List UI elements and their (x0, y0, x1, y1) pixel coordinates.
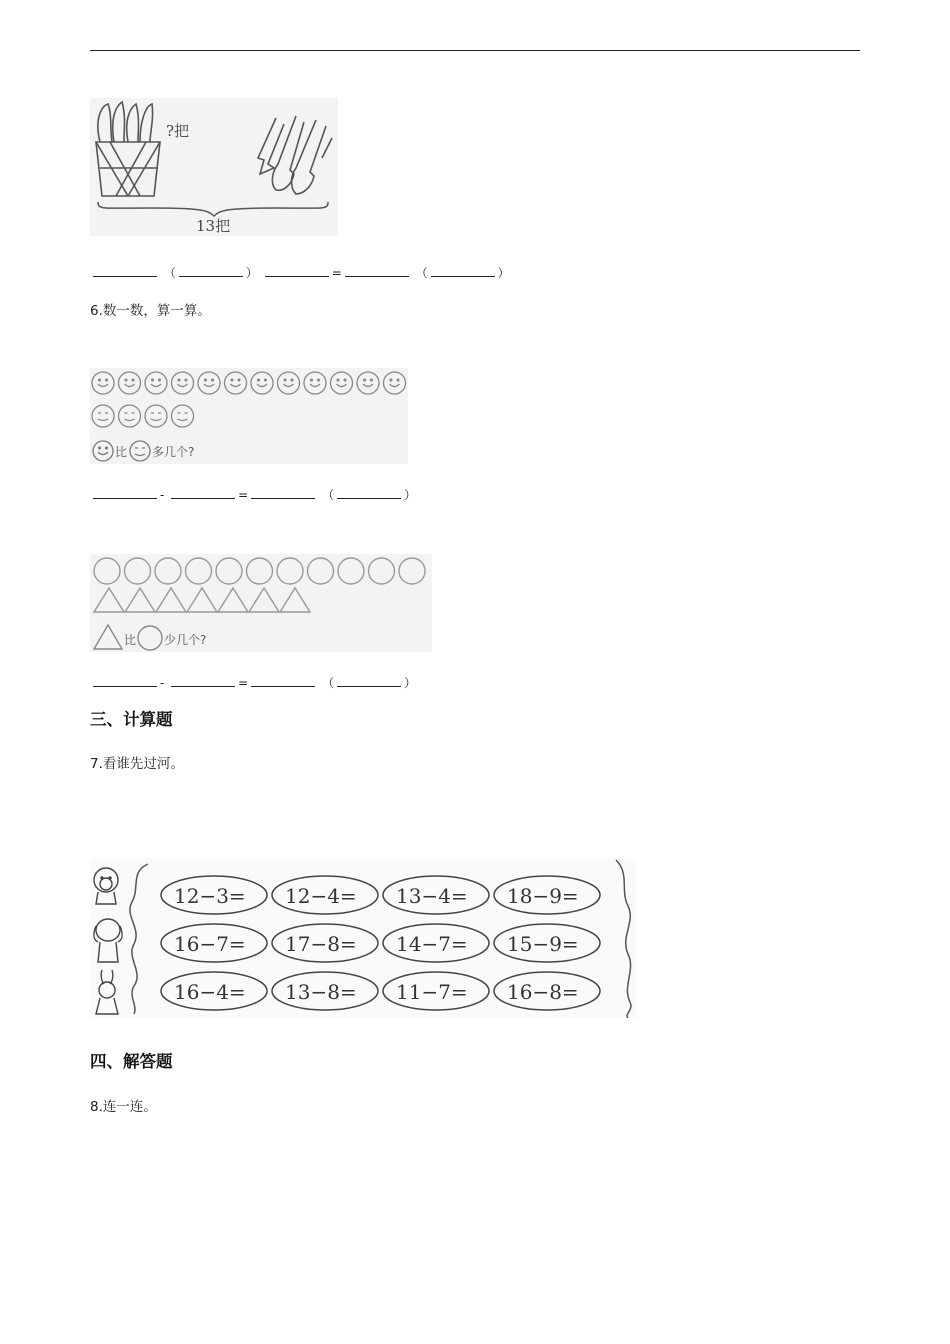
circle-icon (216, 558, 242, 584)
paren-close: ） (497, 266, 510, 280)
section-4-title: 四、解答题 (90, 1052, 173, 1071)
happy-face-icon (92, 372, 114, 394)
neutral-face-icon (145, 405, 167, 427)
happy-face-icon (172, 372, 194, 394)
happy-face-row (92, 372, 406, 394)
neutral-face-icon (130, 441, 150, 461)
happy-face-icon (384, 372, 406, 394)
circle-icon (247, 558, 273, 584)
circle-icon (94, 558, 120, 584)
answer-blank[interactable] (171, 488, 235, 499)
question-6: 6.数一数，算一算。 (90, 303, 211, 319)
stone[interactable] (383, 972, 489, 1010)
stone[interactable] (161, 876, 267, 914)
triangle-icon (187, 588, 217, 612)
paren-close: ） (245, 266, 258, 280)
stone-expression: 14−7= (396, 932, 468, 956)
circle-icon (399, 558, 425, 584)
answer-blank[interactable] (93, 488, 157, 499)
happy-face-icon (331, 372, 353, 394)
answer-blank[interactable] (93, 676, 157, 687)
answer-blank[interactable] (93, 266, 157, 277)
question-8: 8.连一连。 (90, 1099, 157, 1115)
figure-shapes (90, 554, 432, 652)
fig1-total: 13把 (196, 217, 231, 235)
paren-close: ） (404, 676, 417, 690)
triangle-icon (94, 625, 122, 649)
answer-blank[interactable] (431, 266, 495, 277)
equals-sign: = (238, 676, 249, 690)
stone[interactable] (383, 924, 489, 962)
neutral-face-icon (119, 405, 141, 427)
rabbit-icon (96, 970, 118, 1014)
fig1-question: ?把 (166, 122, 190, 140)
fig3-compare: 比 (124, 633, 137, 647)
stone[interactable] (161, 924, 267, 962)
circle-icon (186, 558, 212, 584)
minus-sign: - (160, 488, 165, 502)
minus-sign: - (160, 676, 165, 690)
circle-icon (338, 558, 364, 584)
answer-blank[interactable] (171, 676, 235, 687)
answer-blank[interactable] (251, 488, 315, 499)
paren-open: （ (415, 266, 428, 280)
happy-face-icon (119, 372, 141, 394)
stone[interactable] (494, 924, 600, 962)
figure-shovels (90, 98, 338, 236)
triangle-icon (218, 588, 248, 612)
circle-icon (369, 558, 395, 584)
circle-icon (277, 558, 303, 584)
stone-expression: 12−4= (285, 884, 357, 908)
stone-expression: 13−8= (285, 980, 357, 1004)
answer-blank[interactable] (337, 676, 401, 687)
neutral-face-icon (172, 405, 194, 427)
circle-icon (308, 558, 334, 584)
dog-icon (94, 919, 122, 962)
neutral-face-icon (92, 405, 114, 427)
stone[interactable] (494, 972, 600, 1010)
happy-face-icon (278, 372, 300, 394)
answer-blank[interactable] (179, 266, 243, 277)
equals-sign: = (331, 266, 342, 280)
happy-face-icon (225, 372, 247, 394)
paren-open: （ (322, 676, 335, 690)
answer-row-2 (90, 486, 416, 503)
stone-expression: 12−3= (174, 884, 246, 908)
happy-face-icon (357, 372, 379, 394)
fig3-ask: 少几个? (164, 633, 207, 647)
figure-faces (90, 368, 408, 464)
answer-blank[interactable] (337, 488, 401, 499)
paren-close: ） (404, 488, 417, 502)
answer-blank[interactable] (265, 266, 329, 277)
stone[interactable] (161, 972, 267, 1010)
triangle-icon (280, 588, 310, 612)
happy-face-icon (145, 372, 167, 394)
fig2-compare: 比 (115, 445, 128, 459)
header-rule (90, 50, 860, 51)
answer-row-3 (90, 674, 416, 691)
stone[interactable] (494, 876, 600, 914)
shovel-icon (258, 116, 332, 194)
happy-face-icon (93, 441, 113, 461)
stone-expression: 13−4= (396, 884, 468, 908)
river-bank-left (130, 864, 148, 1014)
stone[interactable] (272, 924, 378, 962)
triangle-icon (94, 588, 124, 612)
equals-sign: = (238, 488, 249, 502)
river-bank-right (616, 860, 631, 1018)
stone[interactable] (383, 876, 489, 914)
circle-icon (125, 558, 151, 584)
answer-row-1 (90, 264, 510, 281)
stone[interactable] (272, 876, 378, 914)
circle-row (94, 558, 425, 584)
triangle-row (94, 588, 310, 612)
section-3-title: 三、计算题 (90, 710, 173, 729)
neutral-face-row (92, 405, 194, 427)
stone-expression: 16−7= (174, 932, 246, 956)
monkey-icon (94, 868, 118, 904)
stone[interactable] (272, 972, 378, 1010)
happy-face-icon (304, 372, 326, 394)
stone-expression: 17−8= (285, 932, 357, 956)
triangle-icon (249, 588, 279, 612)
triangle-icon (125, 588, 155, 612)
stone-expression: 15−9= (507, 932, 579, 956)
stone-expression: 16−8= (507, 980, 579, 1004)
answer-blank[interactable] (345, 266, 409, 277)
stone-expression: 18−9= (507, 884, 579, 908)
question-7: 7.看谁先过河。 (90, 756, 184, 772)
triangle-icon (156, 588, 186, 612)
circle-icon (155, 558, 181, 584)
stone-expression: 16−4= (174, 980, 246, 1004)
stone-expression: 11−7= (396, 980, 468, 1004)
happy-face-icon (198, 372, 220, 394)
happy-face-icon (251, 372, 273, 394)
paren-open: （ (322, 488, 335, 502)
fig2-ask: 多几个? (152, 445, 195, 459)
answer-blank[interactable] (251, 676, 315, 687)
figure-river (90, 858, 636, 1018)
basket-icon (96, 102, 160, 196)
paren-open: （ (163, 266, 176, 280)
circle-icon (138, 626, 162, 650)
total-brace (98, 202, 328, 216)
